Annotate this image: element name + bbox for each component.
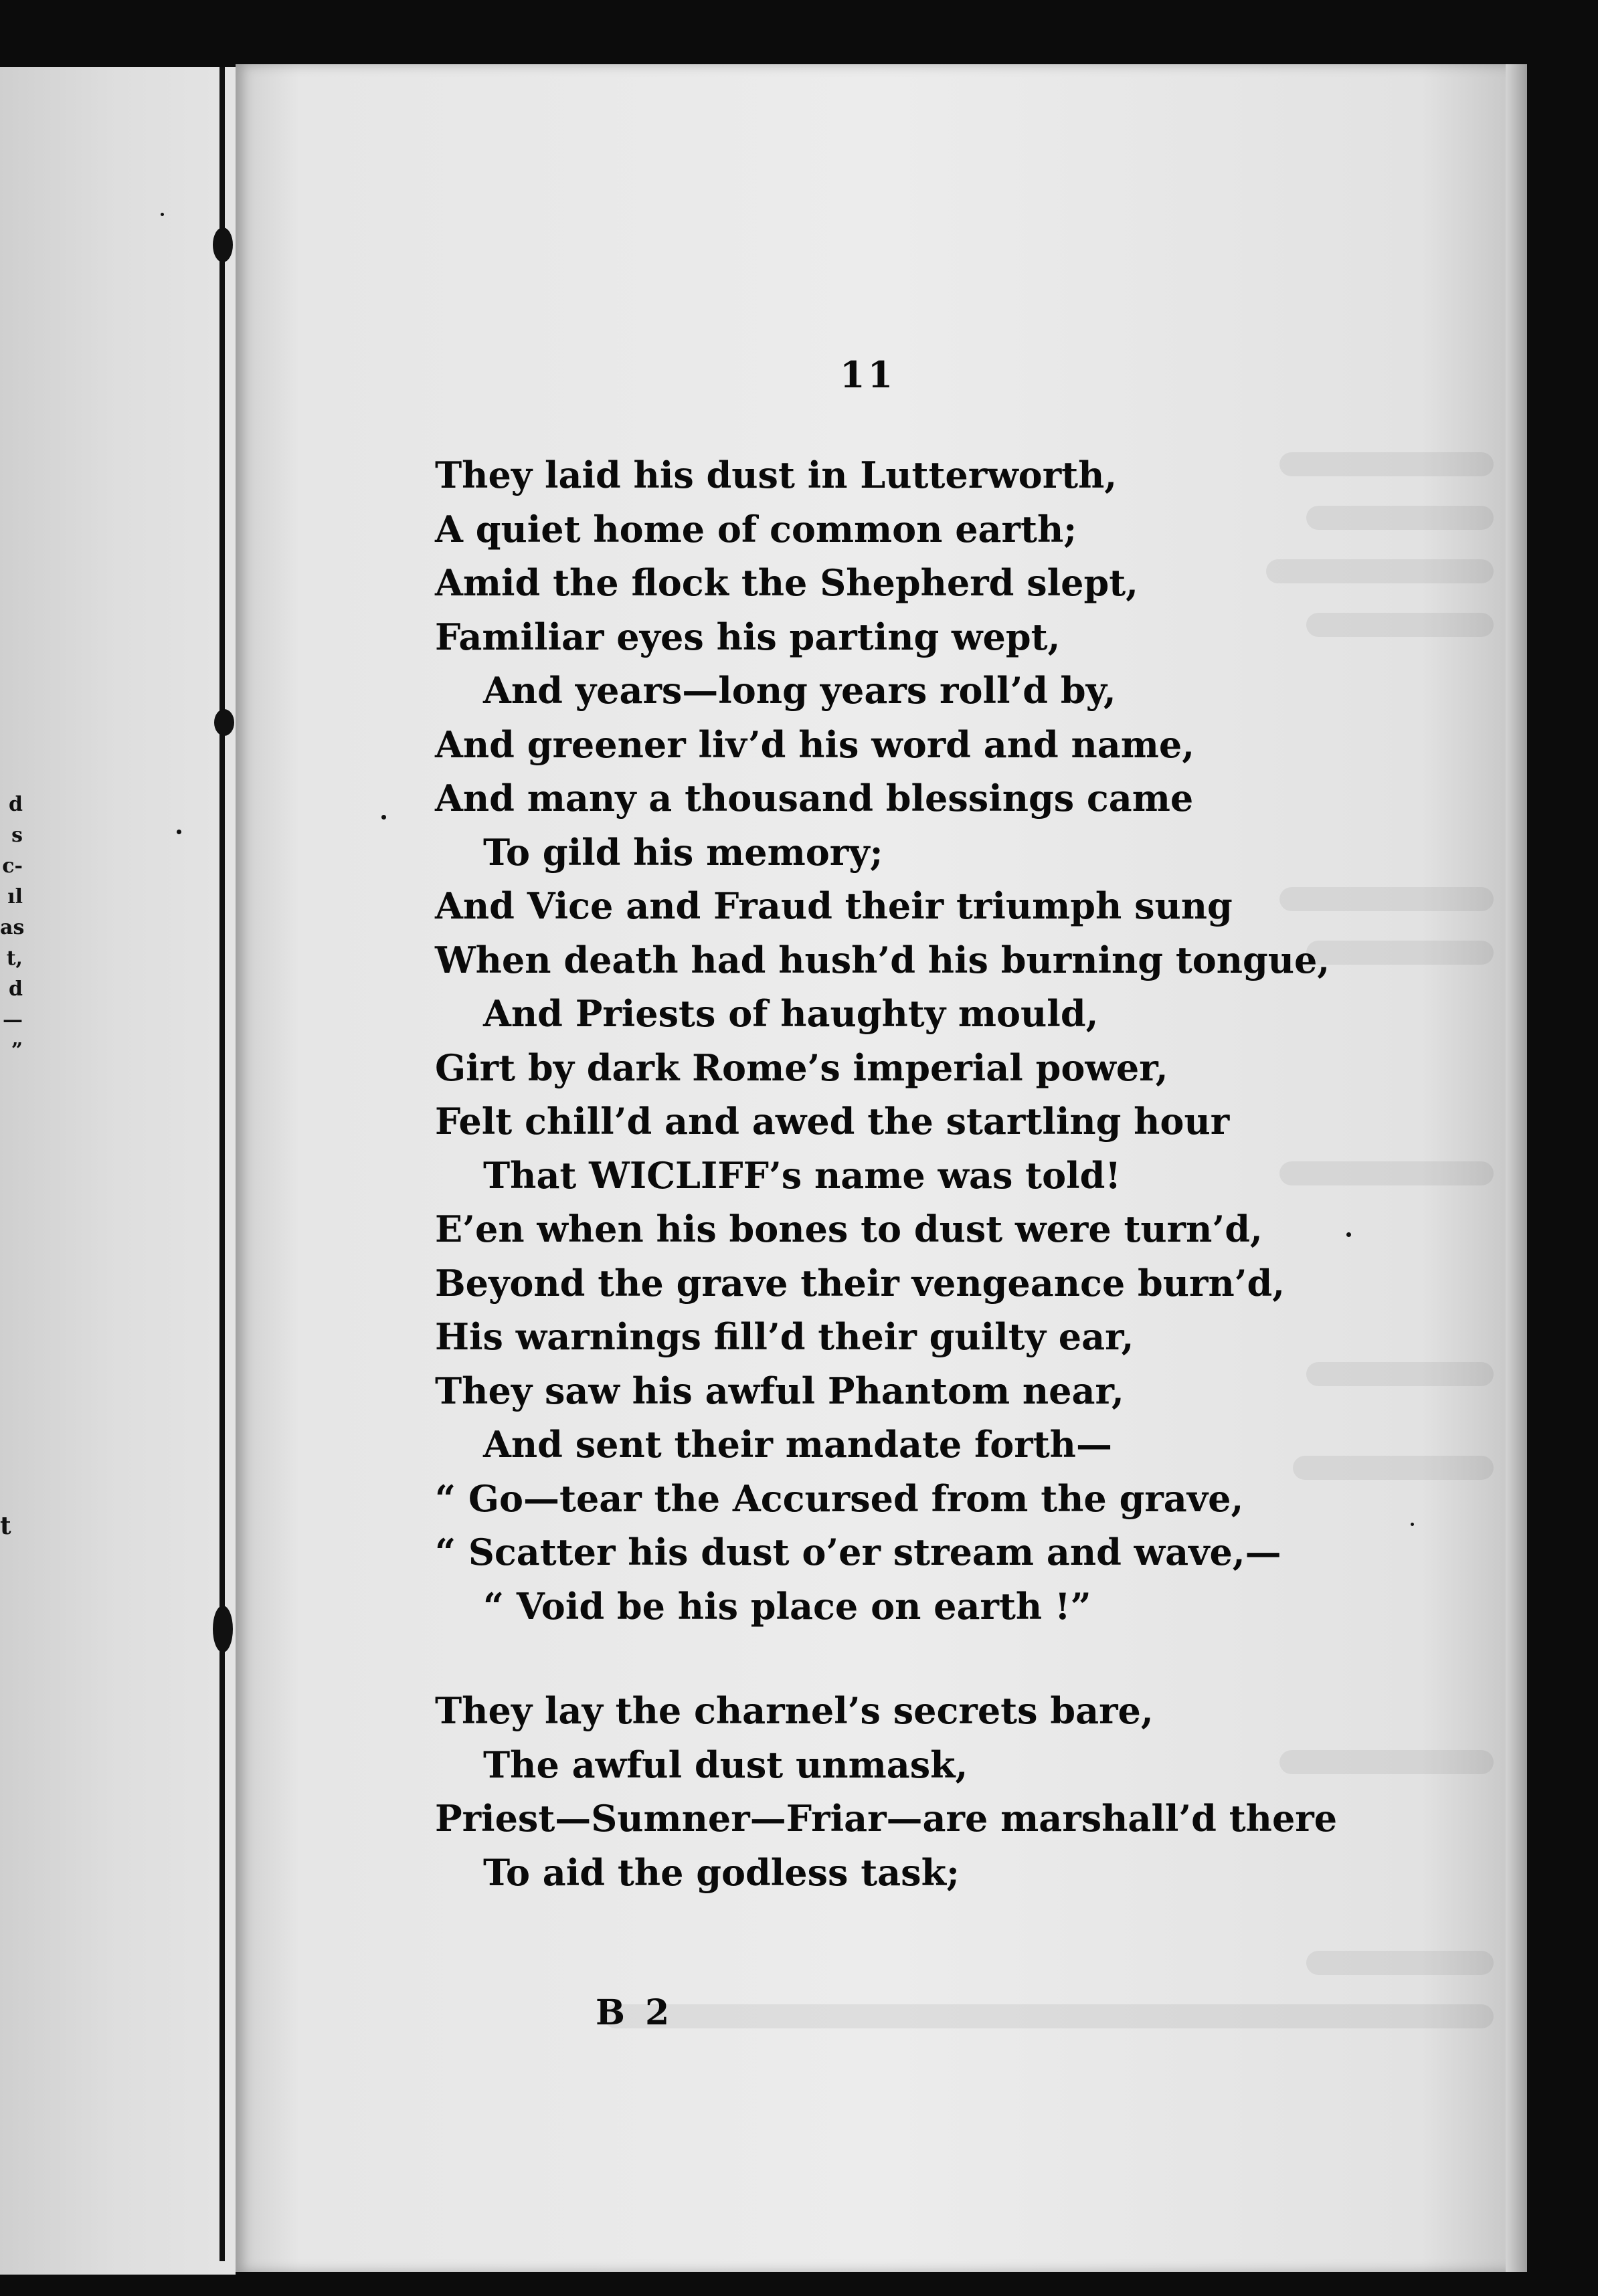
left-page-fragment: ıl xyxy=(7,885,23,908)
poem-line: They lay the charnel’s secrets bare, xyxy=(435,1689,1154,1732)
poem-line: Girt by dark Rome’s imperial power, xyxy=(435,1046,1168,1089)
binding-thread-mark xyxy=(213,227,233,262)
poem-line: Familiar eyes his parting wept, xyxy=(435,615,1061,658)
poem-line: “ Go—tear the Accursed from the grave, xyxy=(435,1476,1244,1520)
left-page-fragment: s xyxy=(11,824,23,847)
poem-line: And sent their mandate forth— xyxy=(483,1423,1112,1466)
poem-line: “ Scatter his dust o’er stream and wave,— xyxy=(435,1531,1281,1573)
poem-line: A quiet home of common earth; xyxy=(435,507,1077,551)
poem-line: Amid the flock the Shepherd slept, xyxy=(435,561,1138,604)
binding-thread-mark xyxy=(214,709,234,736)
left-page-fragment: d xyxy=(9,977,23,1001)
poem-line: Felt chill’d and awed the startling hour xyxy=(435,1100,1230,1143)
stanza xyxy=(435,1684,1479,1899)
ink-speck xyxy=(161,213,164,216)
poem-line: And greener liv’d his word and name, xyxy=(435,723,1195,766)
poem-line: His warnings fill’d their guilty ear, xyxy=(435,1315,1134,1358)
poem-line: E’en when his bones to dust were turn’d, xyxy=(435,1208,1263,1250)
poem-line: And many a thousand blessings came xyxy=(435,777,1194,820)
left-page-fragment: ” xyxy=(11,1039,23,1062)
poem-line: “ Void be his place on earth !” xyxy=(483,1584,1091,1628)
left-page-fragment: — xyxy=(3,1008,23,1032)
poem-line: The awful dust unmask, xyxy=(483,1743,968,1786)
poem-line: To aid the godless task; xyxy=(483,1850,960,1894)
ink-speck xyxy=(381,815,386,820)
poem-line: Priest—Sumner—Friar—are marshall’d there xyxy=(435,1797,1338,1840)
poem-line: They saw his awful Phantom near, xyxy=(435,1369,1124,1412)
poem-body xyxy=(435,448,1479,1899)
stanza xyxy=(435,448,1479,1633)
poem-line: When death had hush’d his burning tongue, xyxy=(435,938,1330,981)
gutter-line xyxy=(219,67,225,2261)
poem-line: They laid his dust in Lutterworth, xyxy=(435,454,1118,496)
left-page-text-fragments xyxy=(0,789,23,1066)
page-number: 11 xyxy=(840,353,896,396)
poem-line: And Priests of haughty mould, xyxy=(483,992,1099,1035)
left-page-fragment: d xyxy=(9,793,23,816)
poem-line: And years—long years roll’d by, xyxy=(483,669,1116,712)
left-page-fragment: as xyxy=(0,916,25,939)
signature-mark: B 2 xyxy=(596,1992,674,2033)
binding-thread-mark xyxy=(213,1606,233,1652)
ink-speck xyxy=(177,830,181,834)
left-page-edge xyxy=(0,67,236,2275)
poem-line: That WICLIFF’s name was told! xyxy=(483,1153,1122,1197)
poem-line: To gild his memory; xyxy=(483,830,883,874)
page-edge-shadow xyxy=(1506,64,1527,2272)
poem-line: Beyond the grave their vengeance burn’d, xyxy=(435,1261,1285,1305)
stanza-break xyxy=(435,1633,1479,1684)
left-page-fragment-lower: t xyxy=(0,1512,11,1540)
left-page-fragment: c- xyxy=(2,854,23,878)
poem-line: And Vice and Fraud their triumph sung xyxy=(435,884,1233,927)
left-page-fragment: t, xyxy=(6,947,23,970)
